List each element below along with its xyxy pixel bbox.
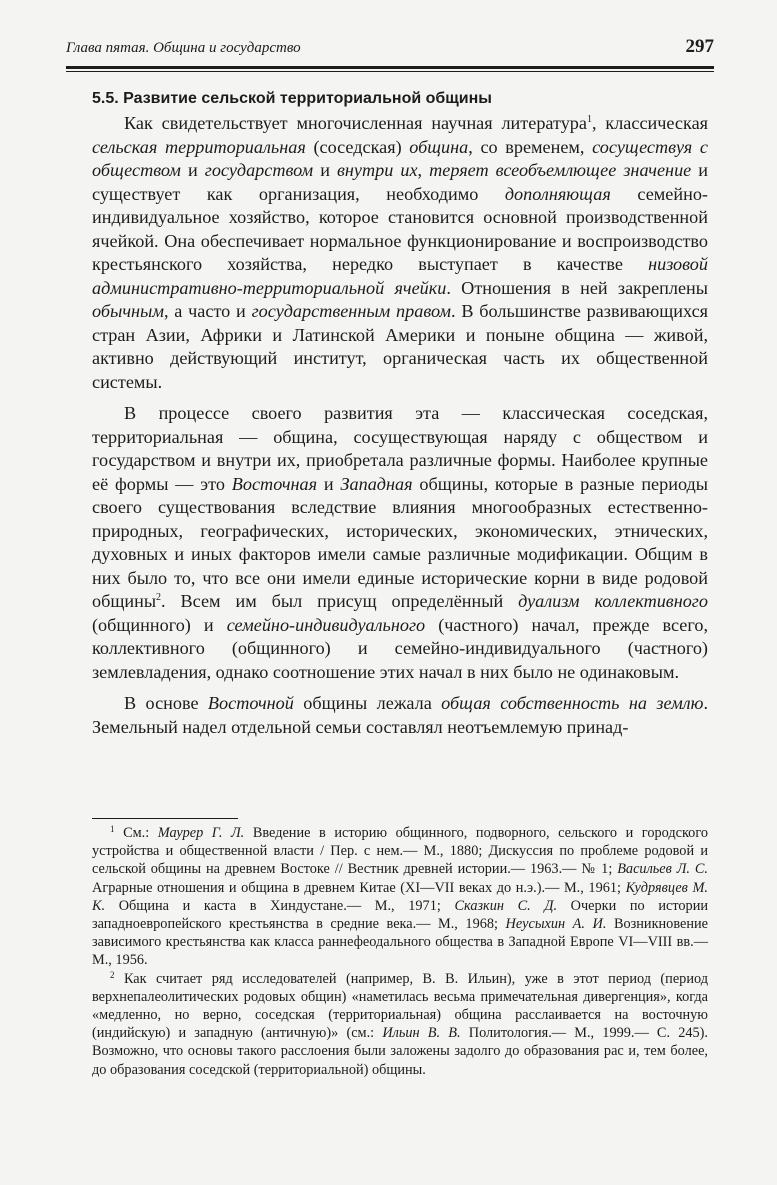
text-run: . Отношения в ней закреплены (446, 277, 708, 298)
text-run: . В большинстве развивающихся стран Азии, Африки и Латинской Америки и поныне община — живой, активно действующий институт, органическая часть их общественной системы. (92, 301, 709, 392)
text-run: общины, которые в разные периоды своего существования вследствие влияния многообразных естественно-природных, географических, исторических, экономических, этнических, духовных и иных факторов имели самые различные модификации. Общим в них было то, что все они имели единые исторические корни в виде родовой общины (92, 473, 708, 611)
italic-text: Западная (340, 473, 413, 494)
text-run: См.: (114, 825, 158, 841)
italic-text: община (409, 136, 469, 157)
italic-text: сосуществуя с обществом (92, 136, 708, 180)
text-run: общины лежала (293, 693, 442, 713)
section-heading: 5.5. Развитие сельской территориальной общины (92, 90, 492, 107)
header-rule-thin (66, 71, 714, 72)
paragraph (92, 112, 708, 394)
italic-text: дополняющая (504, 183, 611, 204)
footnote-ref: 1 (110, 824, 115, 834)
italic-text: Маурер Г. Л. (157, 825, 245, 841)
italic-text: общая собственность на землю (441, 693, 704, 713)
text-run: Как свидетельствует многочисленная научная литература (124, 113, 587, 133)
footnote-rule (92, 818, 238, 819)
text-run: , со временем, (468, 136, 593, 157)
italic-text: теряет всеобъемлющее значение (429, 160, 692, 180)
italic-text: Ильин В. В. (382, 1025, 461, 1042)
italic-text: низовой административно-территориальной ячейки (92, 254, 708, 298)
text-run: В основе (124, 693, 208, 713)
italic-text: Неусыхин А. И. (505, 916, 607, 933)
running-head (66, 34, 714, 66)
body-text (92, 112, 708, 739)
italic-text: государством (204, 160, 314, 180)
footnote-ref: 1 (586, 114, 592, 125)
italic-text: семейно-индивидуального (226, 614, 426, 635)
text-run: , (417, 160, 430, 180)
running-title: Глава пятая. Община и государство (66, 40, 301, 56)
italic-text: государственным правом (251, 301, 452, 321)
footnote (92, 824, 708, 970)
paragraph (92, 402, 708, 684)
italic-text: Восточной (207, 693, 294, 713)
text-run: . Земельный надел отдельной семьи составлял неотъемлемую принад- (92, 693, 708, 737)
text-run: и существует как организация, необходимо (92, 160, 709, 204)
italic-text: обычным (92, 301, 164, 321)
text-run: Очерки по истории западноевропейского крестьянства в средние века.— М., 1968; (92, 897, 708, 933)
text-run: (соседская) (305, 136, 410, 157)
italic-text: внутри их (337, 160, 418, 180)
text-run: Введение в историю общинного, подворного, сельского и городского устройства и общественной власти / Пер. с нем.— М., 1880; Дискуссия по проблеме родовой и сельской общины на древнем Востоке // Вестник древней истории.— 1963.— № 1; (92, 825, 708, 878)
italic-text: дуализм коллективного (518, 591, 708, 611)
italic-text: Сказкин С. Д. (454, 897, 558, 914)
text-run: Аграрные отношения и община в древнем Китае (XI—VII веках до н.э.).— М., 1961; (92, 879, 626, 896)
text-run: В процессе своего развития эта — классическая соседская, территориальная — община, сосуществующая наряду с обществом и государством и внутри их, приобретала различные формы. Наиболее крупные её формы — это (92, 403, 708, 494)
text-run: , а часто и (163, 301, 252, 321)
paragraph (92, 692, 708, 739)
italic-text: Восточная (231, 473, 318, 494)
text-run: семейно-индивидуальное хозяйство, которое становится основной производственной ячейкой. Она обеспечивает нормальное функционирование и воспроизводство крестьянского хозяйства, нередко выступает в качестве (92, 183, 708, 274)
italic-text: Васильев Л. С. (617, 861, 708, 878)
text-run: (общинного) и (92, 614, 227, 635)
header-rule-thick (66, 66, 714, 69)
text-run: Как считает ряд исследователей (например, В. В. Ильин), уже в этот период (период верхнепалеолитических родовых общин) «наметилась весьма примечательная дивергенция», когда «медленно, но верно, соседская (территориальная) община расслаивается на восточную (индийскую) и западную (античную)» (см.: (92, 970, 708, 1042)
footnote-ref: 2 (156, 592, 162, 603)
text-run: Политология.— М., 1999.— С. 245). Возможно, что основы такого расслоения были заложены задолго до образования рас и, тем более, до образования соседской (территориальной) общины. (92, 1025, 708, 1078)
footnote (92, 970, 708, 1079)
text-run: Возникновение зависимого крестьянства как класса раннефеодального общества в Западной Европе VI—VIII вв.— М., 1956. (92, 916, 708, 969)
text-run: , классическая (591, 113, 709, 133)
text-run: и (313, 160, 337, 180)
footnote-ref: 2 (110, 969, 115, 980)
text-run: . Всем им был присущ определённый (161, 591, 519, 611)
text-run: (частного) начал, прежде всего, коллективного (общинного) и семейно-индивидуального (частного) землевладения, однако соотношение этих начал в них было не одинаковым. (92, 614, 708, 682)
text-run: и (180, 160, 205, 180)
italic-text: сельская территориальная (92, 136, 306, 157)
page-number: 297 (685, 36, 714, 57)
text-run: Община и каста в Хиндустане.— М., 1971; (105, 897, 455, 914)
italic-text: Кудрявцев М. К. (92, 879, 708, 914)
footnotes (92, 824, 708, 1079)
text-run: и (317, 473, 341, 494)
